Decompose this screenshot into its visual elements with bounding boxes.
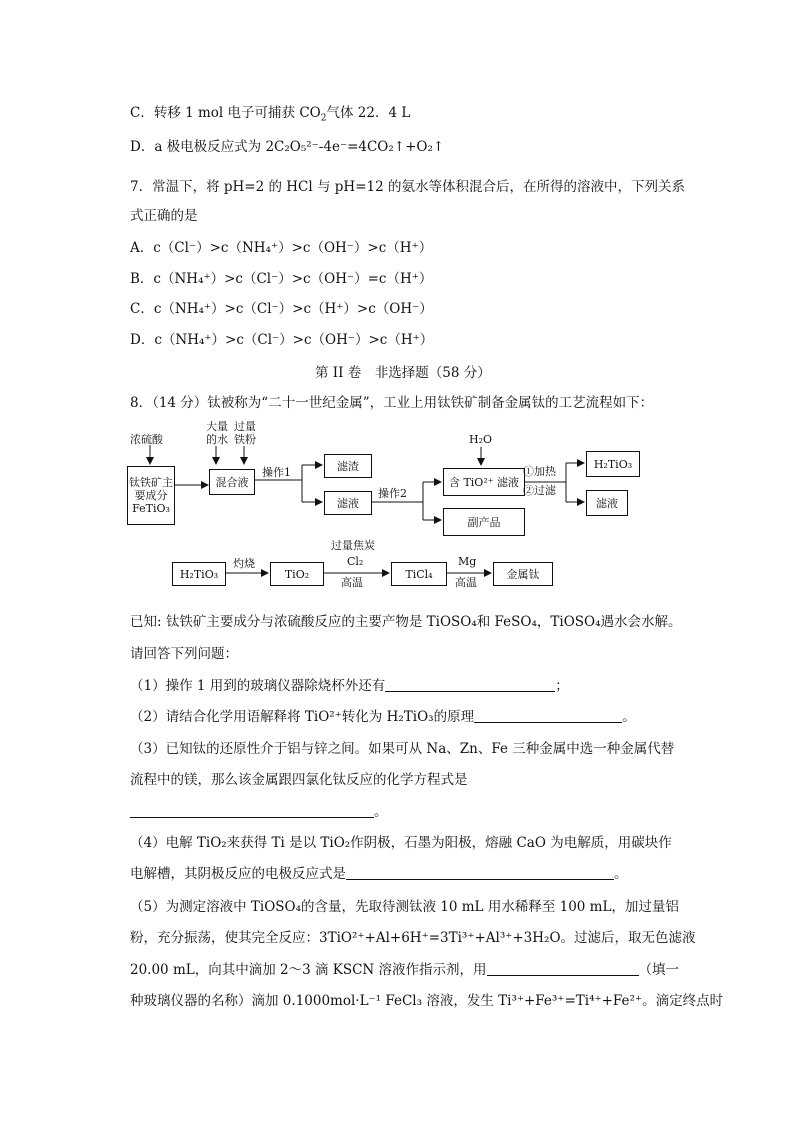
coke-label: 过量焦炭	[331, 539, 375, 552]
q7-stem-line1: 7．常温下，将 pH=2 的 HCl 与 pH=12 的氨水等体积混合后，在所得的溶液中，下列关系	[130, 179, 685, 195]
q8-sub5-line2: 粉，充分振荡，使其完全反应：3TiO²⁺+Al+6H⁺=3Ti³⁺+Al³⁺+3H₂O。过滤后，取无色滤液	[130, 930, 696, 946]
heat-step: ①加热	[523, 465, 556, 478]
calcine-label: 灼烧	[233, 557, 255, 570]
q6-option-c: C．转移 1 mol 电子可捕获 $CO_2$气体 22．4 L	[130, 105, 411, 124]
q8-sub1: （1）操作 1 用到的玻璃仪器除烧杯外还有 ；	[130, 678, 569, 694]
operation-2-label: 操作2	[378, 487, 407, 500]
q8-sub5-line4: 种玻璃仪器的名称）滴加 0.1000mol·L⁻¹ FeCl₃ 溶液，发生 Ti³⁺+Fe³⁺=Ti⁴⁺+Fe²⁺。滴定终点时	[130, 993, 724, 1009]
high-temp-2: 高温	[455, 576, 477, 589]
q7-option-a: A．c（Cl⁻）>c（NH₄⁺）>c（OH⁻）>c（H⁺）	[130, 240, 433, 256]
tio2plus-filtrate-box: 含 TiO²⁺ 滤液	[443, 468, 525, 496]
q7-option-d: D．c（NH₄⁺）>c（Cl⁻）>c（OH⁻）>c（H⁺）	[130, 332, 434, 348]
ticl4-box: TiCl₄	[391, 562, 447, 586]
q8-sub5-line1: （5）为测定溶液中 TiOSO₄的含量，先取待测钛液 10 mL 用水稀释至 100 mL，加过量铝	[130, 899, 679, 915]
q7-option-c: C．c（NH₄⁺）>c（Cl⁻）>c（H⁺）>c（OH⁻）	[130, 301, 433, 317]
row2-h2tio3-box: H₂TiO₃	[172, 562, 226, 586]
mixture-box: 混合液	[209, 469, 255, 495]
tio2-box: TiO₂	[270, 562, 324, 586]
answer-blank-3[interactable]	[130, 803, 374, 818]
titanium-metal-box: 金属钛	[493, 562, 553, 586]
q8-sub3-answer: 。	[130, 803, 388, 821]
q8-sub3-line1: （3）已知钛的还原性介于铝与锌之间。如果可从 Na、Zn、Fe 三种金属中选一种金属代替	[130, 741, 675, 757]
q8-sub5-line3: 20.00 mL，向其中滴加 2～3 滴 KSCN 溶液作指示剂，用 （填一	[130, 962, 680, 978]
q7-option-b: B．c（NH₄⁺）>c（Cl⁻）>c（OH⁻）=c（H⁺）	[130, 271, 433, 287]
mg-label: Mg	[458, 555, 477, 568]
q8-stem: 8．（14 分）钛被称为“二十一世纪金属”，工业上用钛铁矿制备金属钛的工艺流程如下：	[130, 395, 654, 411]
q8-sub4-line2: 电解槽，其阴极反应的电极反应式是 。	[130, 866, 628, 882]
filtrate-box: 滤液	[324, 491, 372, 515]
operation-1-label: 操作1	[262, 466, 291, 479]
filter-step: ②过滤	[523, 484, 556, 497]
answer-blank-4[interactable]	[346, 865, 614, 880]
answer-blank-1[interactable]	[385, 677, 555, 692]
filtrate2-box: 滤液	[586, 490, 628, 516]
h2tio3-box: H₂TiO₃	[586, 451, 640, 477]
answer-blank-2[interactable]	[474, 708, 622, 723]
q8-sub4-line1: （4）电解 TiO₂来获得 Ti 是以 TiO₂作阴极，石墨为阳极，熔融 CaO 为电解质，用碳块作	[130, 835, 672, 851]
ilmenite-box: 钛铁矿主要成分FeTiO₃	[127, 466, 175, 525]
byproduct-box: 副产品	[443, 508, 525, 536]
q8-known-info: 已知: 钛铁矿主要成分与浓硫酸反应的主要产物是 TiOSO₄和 FeSO₄，TiOSO₄遇水会水解。	[130, 614, 682, 630]
input-conc-sulfuric-acid: 浓硫酸	[130, 433, 163, 446]
q6-option-d: D．a 极电极反应式为 2C₂O₅²⁻-4e⁻=4CO₂↑+O₂↑	[130, 139, 445, 155]
input-water: 大量的水	[206, 420, 228, 446]
h2o-input: H₂O	[469, 433, 493, 446]
q8-sub2: （2）请结合化学用语解释将 TiO²⁺转化为 H₂TiO₃的原理 。	[130, 709, 636, 725]
answer-blank-5[interactable]	[487, 961, 639, 976]
cl2-label: Cl₂	[347, 555, 364, 568]
q8-sub3-line2: 流程中的镁，那么该金属跟四氯化钛反应的化学方程式是	[130, 772, 468, 788]
q7-stem-line2: 式正确的是	[130, 208, 198, 224]
residue-box: 滤渣	[324, 454, 372, 478]
section-title: 第 II 卷 非选择题（58 分）	[315, 365, 491, 381]
q8-prompt: 请回答下列问题：	[130, 646, 238, 662]
input-iron-powder: 过量铁粉	[234, 420, 256, 446]
high-temp-1: 高温	[341, 576, 363, 589]
